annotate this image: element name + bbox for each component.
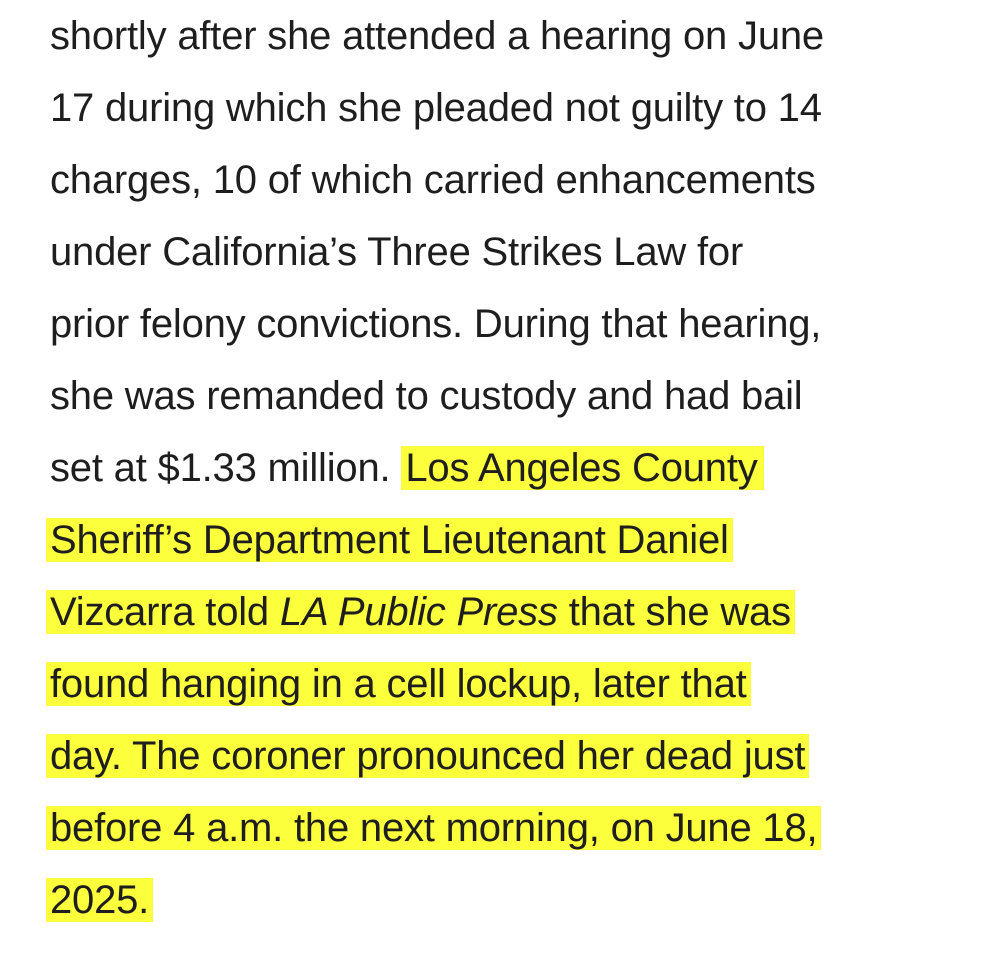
highlighted-text: found hanging in a cell lockup, later that — [46, 662, 751, 706]
paragraph-line: charges, 10 of which carried enhancements — [50, 158, 816, 202]
paragraph-line: 17 during which she pleaded not guilty to 14 — [50, 86, 822, 130]
highlight-segment: Vizcarra told — [50, 590, 269, 634]
paragraph-line: she was remanded to custody and had bail — [50, 374, 803, 418]
publication-name: LA Public Press — [279, 590, 558, 634]
paragraph-line — [50, 576, 795, 648]
paragraph-line — [50, 720, 809, 792]
paragraph-line: under California’s Three Strikes Law for — [50, 230, 744, 274]
paragraph-line: shortly after she attended a hearing on June — [50, 14, 824, 58]
highlighted-text: Los Angeles County — [401, 446, 763, 490]
highlighted-text: day. The coroner pronounced her dead just — [46, 734, 809, 778]
paragraph-line — [50, 432, 764, 504]
highlighted-text: 2025. — [46, 878, 153, 922]
highlighted-text: before 4 a.m. the next morning, on June 18, — [46, 806, 821, 850]
highlighted-text — [46, 590, 795, 634]
paragraph-line — [50, 792, 821, 864]
paragraph-line — [50, 864, 153, 936]
highlighted-text: Sheriff’s Department Lieutenant Daniel — [46, 518, 733, 562]
paragraph-line: prior felony convictions. During that hearing, — [50, 302, 822, 346]
paragraph-line — [50, 648, 751, 720]
plain-text: set at $1.33 million. — [50, 446, 391, 490]
paragraph-line — [50, 504, 733, 576]
highlight-segment: that she was — [568, 590, 791, 634]
